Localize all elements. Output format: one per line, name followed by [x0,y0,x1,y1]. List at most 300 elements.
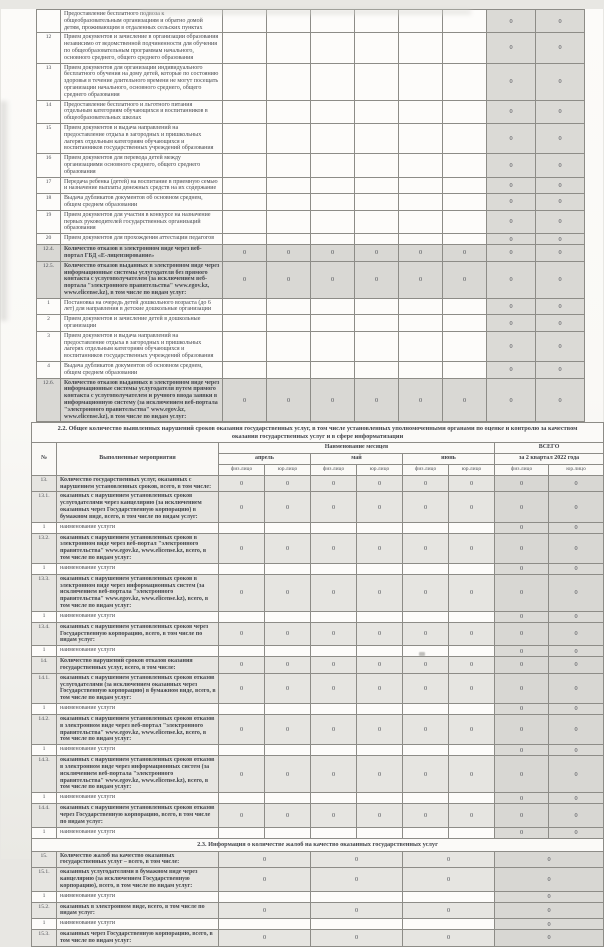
activity-cell: наименование услуги [57,919,219,930]
value-cell: 0 [267,245,311,262]
value-cell: 0 [311,378,355,422]
value-cell: 0 [536,362,585,379]
value-cell [355,154,399,177]
value-cell: 0 [549,804,604,827]
table-row [32,714,604,744]
scanned-report-page [1,9,603,944]
activity-cell: оказанных с нарушением установленных сроков отказов в электронном виде через информационных систем (за исключением веб-портала "электронного правительства" www.egov.kz, www.elicense.kz), всего, в том числе по видам услуг: [57,756,219,793]
value-cell: 0 [403,930,495,947]
value-cell: 0 [495,574,549,611]
col-header-yur-litso: юр.лицо [265,464,311,475]
col-header-total-period: за 2 квартал 2022 года [495,453,604,464]
section-2-2-title-row [32,423,604,442]
value-cell: 0 [549,714,604,744]
value-cell: 0 [549,611,604,622]
value-cell: 0 [536,331,585,361]
value-cell: 0 [311,574,357,611]
row-number-cell: 15.2. [32,902,57,919]
col-header-total: ВСЕГО [495,442,604,453]
row-number-cell: 14.2. [32,714,57,744]
value-cell: 0 [311,475,357,492]
row-number-cell: 1 [32,703,57,714]
value-cell: 0 [549,756,604,793]
row-number-cell: 12.6. [37,378,61,422]
value-cell: 0 [219,533,265,563]
value-cell: 0 [311,492,357,522]
value-cell [265,563,311,574]
value-cell: 0 [536,234,585,245]
section-2-3-title-row [32,838,604,851]
value-cell [311,298,355,315]
value-cell: 0 [265,673,311,703]
value-cell [355,234,399,245]
scan-smudge-top [141,9,471,15]
activity-cell: Количество отказов выданных в электронном виде через информационные системы услугодателя путем прямого контакта с услугополучателем и ручного ввода заявки в информационную систему (за исключением веб-портала "электронного правительства" www.egov.kz, www.elicense.kz), в том числе по видам услуг: [61,378,223,422]
scan-speck-artifact [419,652,425,656]
value-cell [219,793,265,804]
value-cell [223,100,267,123]
value-cell: 0 [357,492,403,522]
value-cell: 0 [403,868,495,891]
value-cell: 0 [495,902,604,919]
value-cell: 0 [495,868,604,891]
table-row [37,362,585,379]
value-cell: 0 [219,756,265,793]
value-cell [443,210,487,233]
value-cell: 0 [549,703,604,714]
value-cell: 0 [495,793,549,804]
value-cell: 0 [219,804,265,827]
value-cell [403,891,495,902]
value-cell [357,522,403,533]
activity-cell: Выдача дубликатов документов об основном среднем, общем среднем образовании [61,362,223,379]
value-cell [223,362,267,379]
activity-cell: Количество жалоб на качество оказанных государственных услуг – всего, в том числе: [57,851,219,868]
value-cell [443,100,487,123]
value-cell: 0 [495,646,549,657]
table-row [32,868,604,891]
row-number-cell: 1 [32,745,57,756]
table-row [32,804,604,827]
row-number-cell: 13.1. [32,492,57,522]
value-cell [311,315,355,332]
row-number-cell: 1 [32,891,57,902]
row-number-cell: 1 [37,298,61,315]
value-cell: 0 [223,261,267,298]
value-cell: 0 [495,756,549,793]
row-number-cell [37,10,61,33]
col-header-fiz-litso: физ.лицо [403,464,449,475]
activity-cell: Прием документов для участия в конкурсе на назначение первых руководителей государственных организаций образования [61,210,223,233]
activity-cell: оказанных с нарушением установленных сроков через Государственную корпорацию, всего, в том числе по видам услуг: [57,622,219,645]
value-cell: 0 [487,154,536,177]
value-cell [267,315,311,332]
col-header-activity: Выполненные мероприятия [57,442,219,475]
value-cell: 0 [495,657,549,674]
value-cell: 0 [311,804,357,827]
value-cell [311,194,355,211]
activity-cell: Предоставление бесплатного подвоза к общеобразовательным организациям и обратно домой детям, проживающим в отдаленных сельских пунктах [61,10,223,33]
value-cell: 0 [487,177,536,194]
table-row [32,919,604,930]
value-cell [265,793,311,804]
value-cell: 0 [487,100,536,123]
value-cell [223,234,267,245]
value-cell [267,234,311,245]
value-cell [449,703,495,714]
activity-cell: Количество нарушений сроков отказов оказания государственных услуг, всего, в том числе: [57,657,219,674]
value-cell [267,154,311,177]
value-cell: 0 [487,33,536,63]
value-cell [311,646,357,657]
activity-cell: наименование услуги [57,891,219,902]
value-cell [265,646,311,657]
activity-cell: оказанных с нарушением установленных сроков услугодателями через канцелярию (за исключением оказанных через Государственную корпорацию) в бумажном виде, всего, в том числе по видам услуг: [57,492,219,522]
value-cell [311,123,355,153]
value-cell: 0 [219,673,265,703]
value-cell: 0 [355,378,399,422]
row-number-cell: 14 [37,100,61,123]
table-row [32,574,604,611]
value-cell [265,611,311,622]
value-cell: 0 [549,827,604,838]
value-cell: 0 [267,378,311,422]
value-cell: 0 [311,533,357,563]
table-row [32,902,604,919]
row-number-cell: 15.3. [32,930,57,947]
table-row [32,646,604,657]
value-cell [223,194,267,211]
table-row [37,100,585,123]
value-cell: 0 [495,611,549,622]
col-header-month: апрель [219,453,311,464]
value-cell: 0 [449,533,495,563]
activity-cell: наименование услуги [57,745,219,756]
value-cell: 0 [403,804,449,827]
table-row [37,63,585,100]
activity-cell: Количество отказов в электронном виде через веб-портал ГБД «Е-лицензирование» [61,245,223,262]
value-cell: 0 [487,63,536,100]
col-header-yur-litso: юр.лицо [449,464,495,475]
row-number-cell: 1 [32,611,57,622]
value-cell: 0 [265,533,311,563]
value-cell: 0 [495,827,549,838]
value-cell [355,63,399,100]
table-row [37,378,585,422]
value-cell: 0 [487,261,536,298]
value-cell [219,919,311,930]
table-row [32,756,604,793]
activity-cell: оказанных с нарушением установленных сроков в электронном виде через информационных систем (за исключением веб-портала "электронного правительства" www.egov.kz, www.elicense.kz), всего, в том числе по видам услуг: [57,574,219,611]
value-cell [403,611,449,622]
value-cell [399,234,443,245]
row-number-cell: 18 [37,194,61,211]
value-cell: 0 [357,657,403,674]
value-cell [265,745,311,756]
value-cell: 0 [219,574,265,611]
value-cell: 0 [403,492,449,522]
activity-cell: Предоставление бесплатного и льготного питания отдельным категориям обучающихся и воспитанников в общеобразовательных школах [61,100,223,123]
value-cell [443,177,487,194]
activity-cell: оказанных услугодателями в бумажном виде через канцелярию (за исключением Государственную корпорацию), всего, в том числе по видам услуг: [57,868,219,891]
value-cell: 0 [495,930,604,947]
value-cell [399,194,443,211]
header-row-groups [32,442,604,453]
value-cell: 0 [219,657,265,674]
value-cell: 0 [219,902,311,919]
value-cell [223,63,267,100]
value-cell [219,646,265,657]
row-number-cell: 13.2. [32,533,57,563]
value-cell [357,827,403,838]
value-cell: 0 [495,673,549,703]
section-2-3-title: 2.3. Информация о количестве жалоб на качество оказанных государственных услуг [32,838,604,851]
value-cell: 0 [443,261,487,298]
row-number-cell: 13. [32,475,57,492]
value-cell: 0 [403,714,449,744]
value-cell: 0 [449,657,495,674]
value-cell: 0 [357,622,403,645]
col-header-month: май [311,453,403,464]
value-cell: 0 [487,378,536,422]
value-cell [399,177,443,194]
activity-cell: наименование услуги [57,522,219,533]
value-cell [357,745,403,756]
value-cell [403,919,495,930]
table-row [32,703,604,714]
value-cell: 0 [311,868,403,891]
value-cell [311,331,355,361]
value-cell: 0 [536,194,585,211]
value-cell [399,331,443,361]
value-cell [355,331,399,361]
value-cell: 0 [311,851,403,868]
value-cell [355,177,399,194]
value-cell: 0 [495,745,549,756]
value-cell [311,362,355,379]
value-cell: 0 [495,492,549,522]
value-cell: 0 [487,331,536,361]
value-cell: 0 [487,194,536,211]
value-cell: 0 [443,245,487,262]
row-number-cell: 13.4. [32,622,57,645]
row-number-cell: 19 [37,210,61,233]
value-cell: 0 [495,891,604,902]
table-row [37,123,585,153]
value-cell [449,611,495,622]
activity-cell: Количество отказов выданных в электронном виде через информационные системы услугодателя без прямого контакта с услугополучателем (за исключением веб-портала "электронного правительства" www.egov.kz, www.elicense.kz), в том числе по видам услуг: [61,261,223,298]
value-cell: 0 [355,261,399,298]
value-cell: 0 [536,210,585,233]
value-cell: 0 [449,475,495,492]
table-2-1-body [37,10,585,422]
value-cell: 0 [443,378,487,422]
value-cell [267,177,311,194]
value-cell [449,745,495,756]
table-row [37,154,585,177]
value-cell: 0 [536,177,585,194]
value-cell: 0 [399,378,443,422]
activity-cell: оказанных в электронном виде, всего, в том числе по видам услуг: [57,902,219,919]
table-2-2-body [32,423,604,946]
table-row [32,522,604,533]
value-cell: 0 [487,210,536,233]
col-header-yur-litso: юр.лицо [549,464,604,475]
value-cell [443,63,487,100]
activity-cell: Прием документов и зачисление детей в дошкольные организации [61,315,223,332]
value-cell [355,210,399,233]
value-cell: 0 [311,902,403,919]
table-row [37,331,585,361]
value-cell [449,646,495,657]
value-cell: 0 [495,714,549,744]
value-cell: 0 [357,756,403,793]
value-cell [311,63,355,100]
activity-cell: оказанных с нарушением установленных сроков отказов услугодателями (за исключением оказанных через Государственную корпорацию) в бумажном виде, всего, в том числе по видам услуг: [57,673,219,703]
value-cell [311,234,355,245]
value-cell [223,331,267,361]
value-cell: 0 [403,673,449,703]
scan-smudge-left [1,101,10,321]
table-row [37,298,585,315]
value-cell [449,522,495,533]
value-cell: 0 [549,563,604,574]
value-cell: 0 [265,622,311,645]
value-cell: 0 [223,378,267,422]
value-cell [355,362,399,379]
value-cell [223,123,267,153]
value-cell: 0 [403,533,449,563]
value-cell: 0 [536,10,585,33]
activity-cell: Прием документов и зачисление в организации образования независимо от ведомственной подчиненности для обучения по общеобразовательным программам начального, основного среднего, общего среднего образования [61,33,223,63]
row-number-cell: 14.3. [32,756,57,793]
value-cell: 0 [219,622,265,645]
value-cell [355,298,399,315]
col-header-fiz-litso: физ.лицо [495,464,549,475]
value-cell: 0 [487,234,536,245]
value-cell: 0 [357,714,403,744]
value-cell [219,563,265,574]
table-row [37,210,585,233]
value-cell [399,298,443,315]
value-cell: 0 [449,756,495,793]
value-cell: 0 [536,298,585,315]
value-cell [403,745,449,756]
value-cell [219,891,311,902]
value-cell [219,745,265,756]
activity-cell: Передача ребенка (детей) на воспитание в приемную семью и назначение выплаты денежных средств на их содержание [61,177,223,194]
value-cell [403,827,449,838]
activity-cell: Постановка на очередь детей дошкольного возраста (до 6 лет) для направления в детские дошкольные организации [61,298,223,315]
value-cell [223,315,267,332]
row-number-cell: 4 [37,362,61,379]
activity-cell: наименование услуги [57,563,219,574]
value-cell: 0 [403,756,449,793]
table-row [32,492,604,522]
value-cell: 0 [311,245,355,262]
value-cell: 0 [403,475,449,492]
value-cell: 0 [399,261,443,298]
value-cell: 0 [549,673,604,703]
value-cell: 0 [311,673,357,703]
value-cell [311,891,403,902]
activity-cell: Количество государственных услуг, оказанных с нарушением установленных сроков, всего, в том числе: [57,475,219,492]
value-cell: 0 [495,533,549,563]
value-cell: 0 [219,851,311,868]
value-cell [357,703,403,714]
value-cell [449,563,495,574]
value-cell [219,522,265,533]
value-cell: 0 [355,245,399,262]
activity-cell: наименование услуги [57,611,219,622]
value-cell [443,123,487,153]
table-row [32,622,604,645]
value-cell: 0 [487,245,536,262]
value-cell: 0 [549,475,604,492]
value-cell [443,331,487,361]
value-cell [311,154,355,177]
value-cell: 0 [311,261,355,298]
activity-cell: оказанных с нарушением установленных сроков отказов в электронном виде через веб-портал "электронного правительства" www.egov.kz, www.elicense.kz, всего, в том числе по видам услуг: [57,714,219,744]
activity-cell: оказанных с нарушением установленных сроков в электронном виде через веб-портал "электронного правительства" www.egov.kz, www.elicense.kz, всего, в том числе по видам услуг: [57,533,219,563]
value-cell [265,827,311,838]
value-cell [443,362,487,379]
value-cell: 0 [403,657,449,674]
value-cell [223,154,267,177]
value-cell [399,63,443,100]
activity-cell: наименование услуги [57,646,219,657]
value-cell: 0 [536,123,585,153]
value-cell [399,315,443,332]
activity-cell: Прием документов и выдача направлений на предоставление отдыха в загородных и пришкольных лагерях отдельным категориям обучающихся и воспитанников государственных учреждений образования [61,123,223,153]
table-row [37,245,585,262]
value-cell [219,703,265,714]
value-cell: 0 [487,298,536,315]
value-cell: 0 [495,804,549,827]
value-cell [311,33,355,63]
value-cell [219,611,265,622]
value-cell: 0 [487,315,536,332]
row-number-cell: 14. [32,657,57,674]
value-cell [399,123,443,153]
col-header-months-group: Наименование месяцев [219,442,495,453]
value-cell: 0 [549,522,604,533]
value-cell [357,611,403,622]
row-number-cell: 12 [37,33,61,63]
value-cell: 0 [403,622,449,645]
row-number-cell: 1 [32,646,57,657]
value-cell [223,177,267,194]
value-cell [355,315,399,332]
value-cell: 0 [311,930,403,947]
value-cell: 0 [536,100,585,123]
value-cell: 0 [267,261,311,298]
table-row [37,194,585,211]
table-section-2-1 [36,9,585,422]
value-cell [267,123,311,153]
value-cell [267,63,311,100]
row-number-cell: 16 [37,154,61,177]
col-header-month: июнь [403,453,495,464]
value-cell: 0 [357,533,403,563]
row-number-cell: 1 [32,919,57,930]
value-cell [443,33,487,63]
value-cell [355,100,399,123]
value-cell [355,33,399,63]
table-sections-2-2-and-2-3 [31,422,604,946]
value-cell: 0 [357,475,403,492]
row-number-cell: 14.4. [32,804,57,827]
